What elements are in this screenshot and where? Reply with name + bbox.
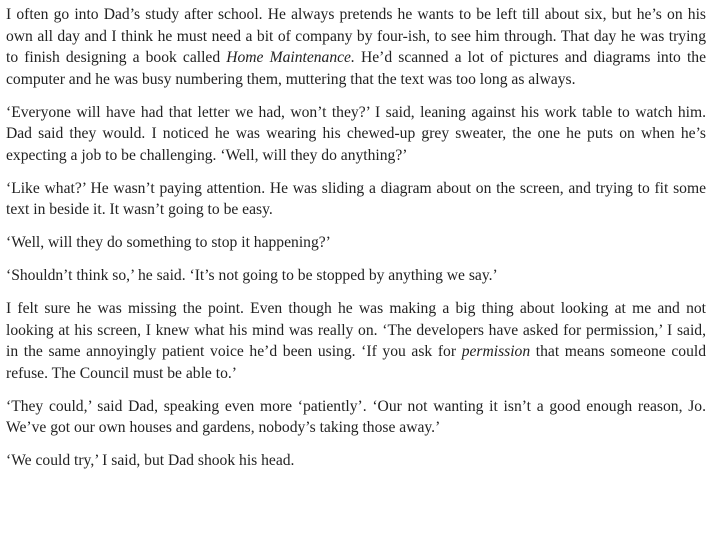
paragraph-1-text-after: He’d scanned a lot of pictures and diagrams into the computer and he was busy numbering them, muttering that the text was too long as always. <box>6 49 707 88</box>
paragraph-4: ‘Well, will they do something to stop it happening?’ <box>6 234 331 251</box>
paragraph-1-text-before: I often go into Dad’s study after school. He always pretends he wants to be left till about six, but he’s on his own all day and I think he must need a bit of company by four-ish, to see him through. That day he was trying to finish designing a book called <box>6 6 706 66</box>
paragraph-5: ‘Shouldn’t think so,’ he said. ‘It’s not going to be stopped by anything we say.’ <box>6 267 498 284</box>
emphasized-word: permission <box>461 343 531 360</box>
text-passage <box>6 4 706 472</box>
paragraph-8: ‘We could try,’ I said, but Dad shook his head. <box>6 452 295 469</box>
paragraph-6-text-before: I felt sure he was missing the point. Even though he was making a big thing about looking at me and not looking at his screen, I knew what his mind was really on. ‘The developers have asked for permission,’ I said, in the same annoyingly patient voice he’d been using. ‘If you ask for <box>6 300 706 360</box>
paragraph-6-text-after: that means someone could refuse. The Council must be able to.’ <box>6 343 706 382</box>
book-title: Home Maintenance. <box>226 49 355 66</box>
paragraph-2: ‘Everyone will have had that letter we had, won’t they?’ I said, leaning against his work table to watch him. Dad said they would. I noticed he was wearing his chewed-up grey sweater, the one he puts on when he’s expecting a job to be challenging. ‘Well, will they do anything?’ <box>6 103 706 164</box>
paragraph-1 <box>6 4 706 90</box>
paragraph-6 <box>6 298 706 384</box>
paragraph-7: ‘They could,’ said Dad, speaking even more ‘patiently’. ‘Our not wanting it isn’t a good enough reason, Jo. We’ve got our own houses and gardens, nobody’s taking those away.’ <box>6 397 706 436</box>
paragraph-3: ‘Like what?’ He wasn’t paying attention. He was sliding a diagram about on the screen, and trying to fit some text in beside it. It wasn’t going to be easy. <box>6 179 706 218</box>
